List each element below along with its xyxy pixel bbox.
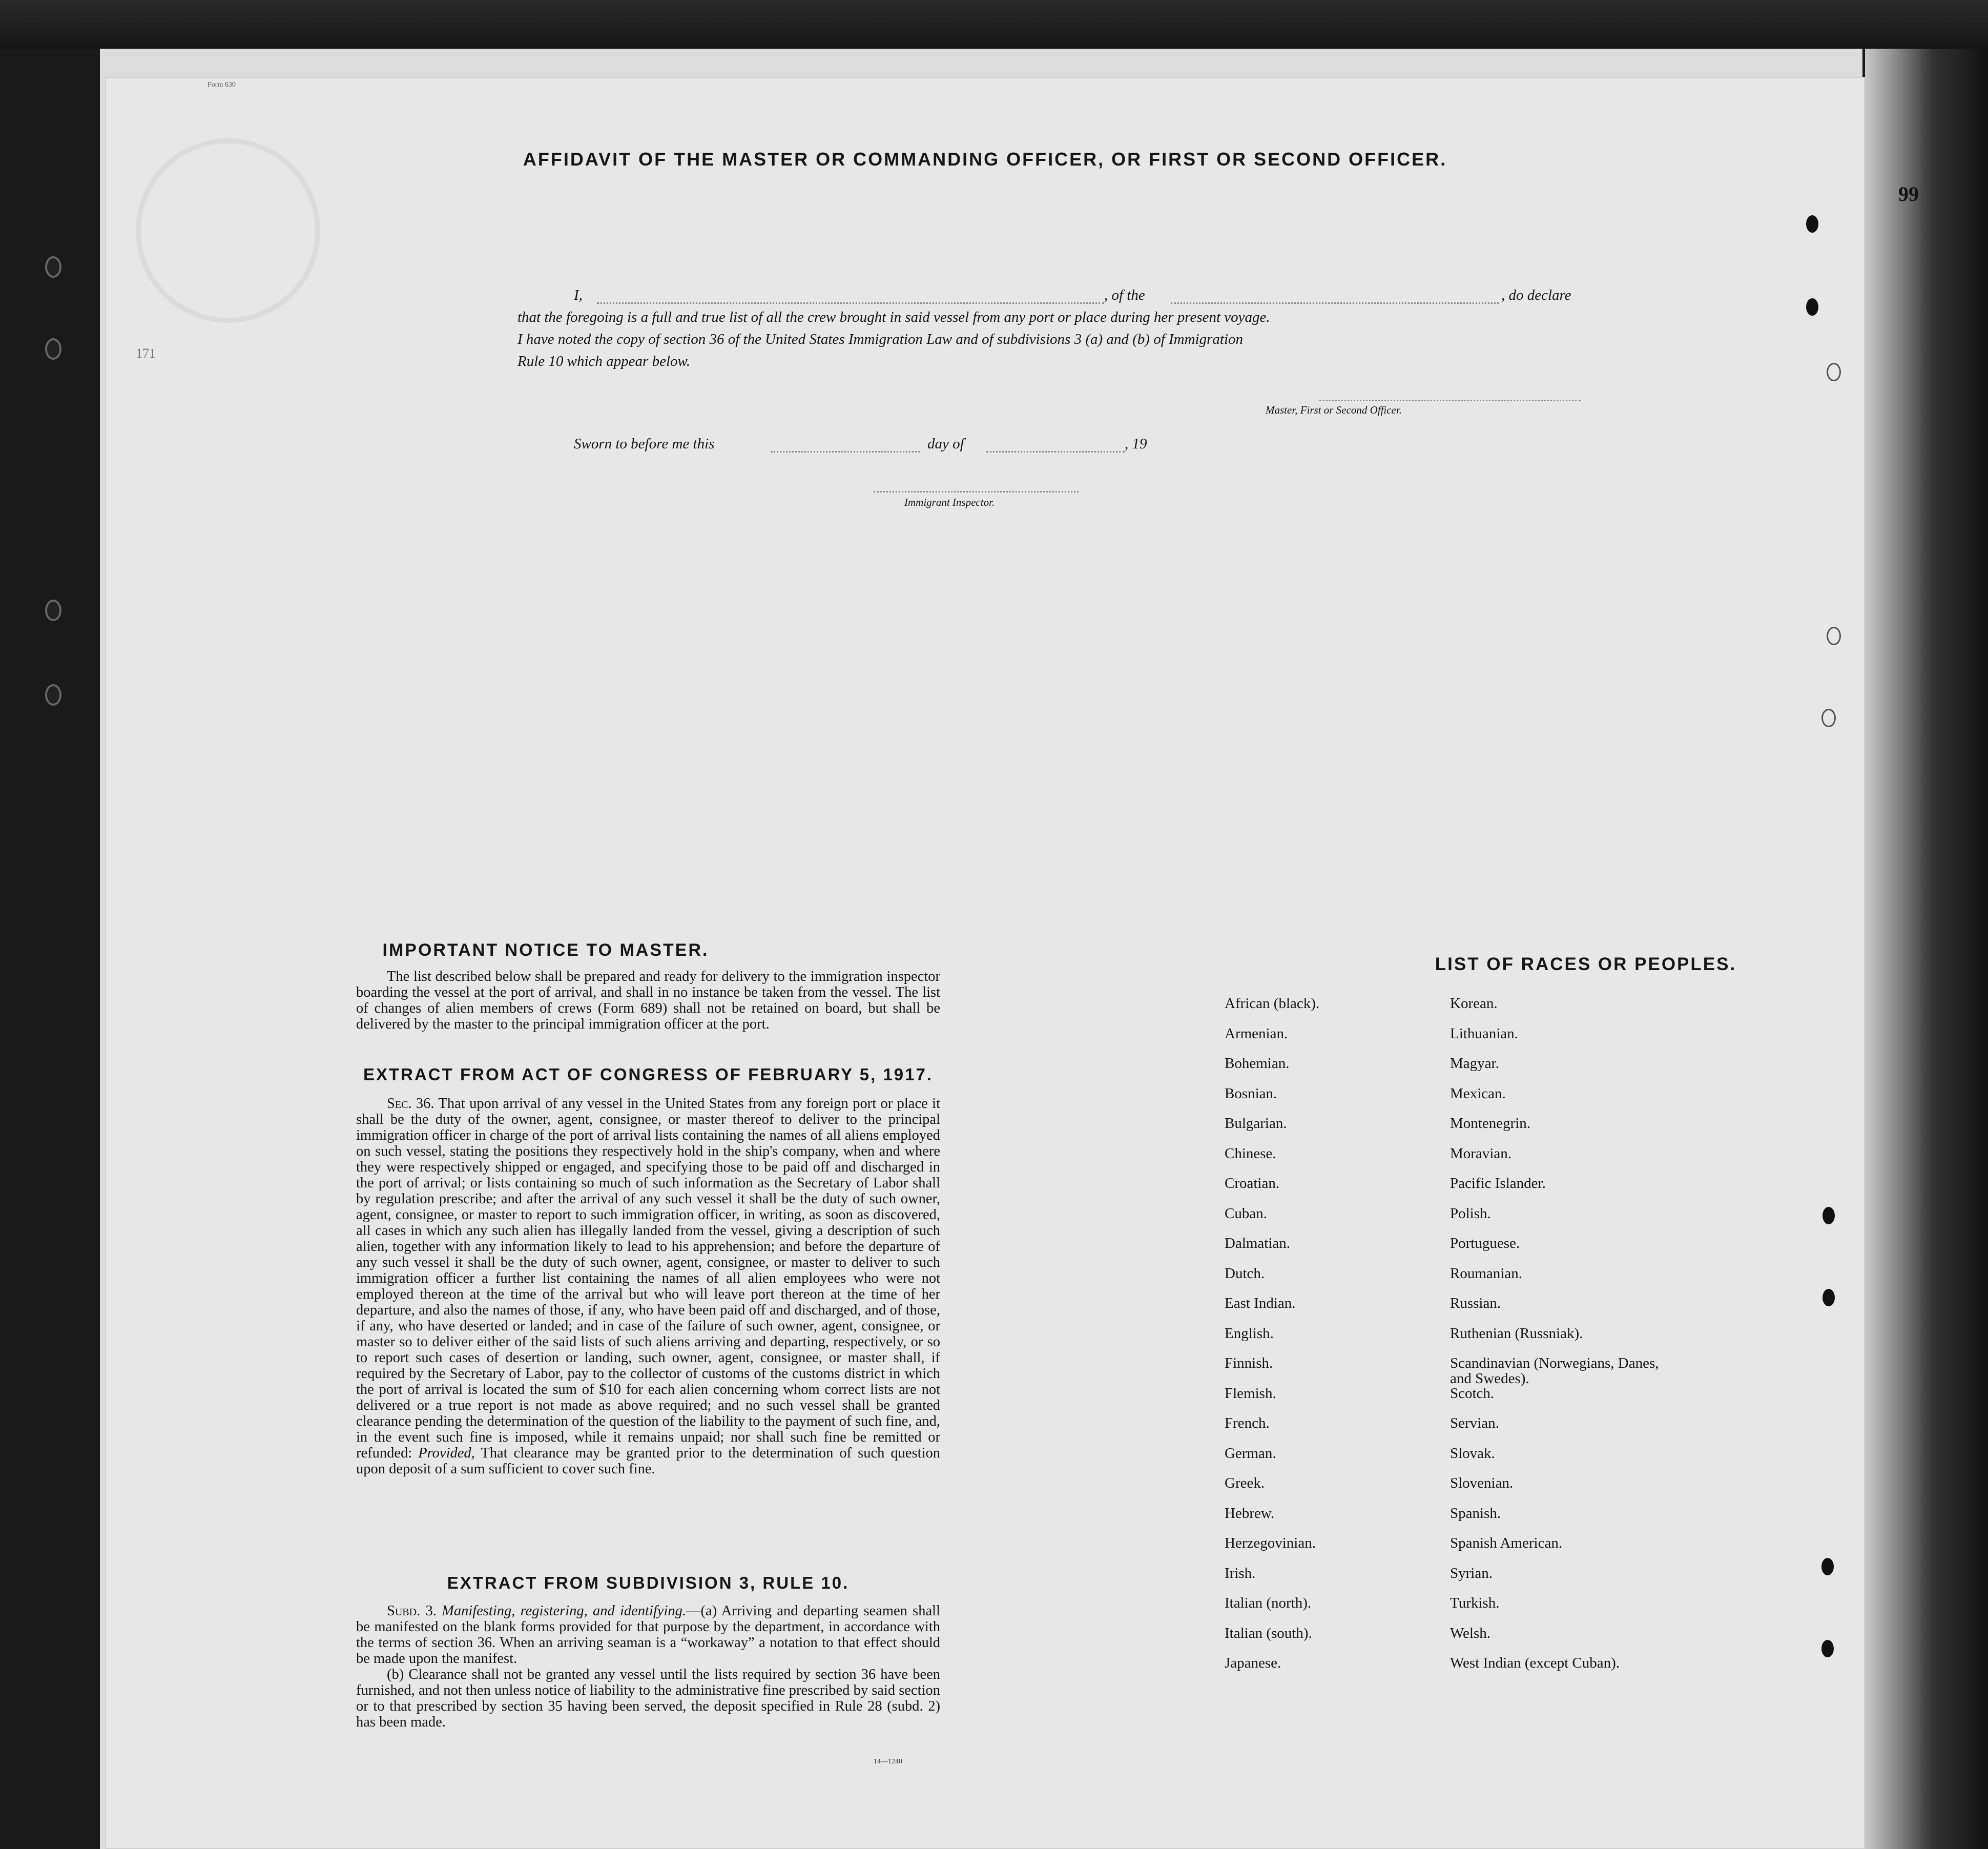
binder-ring	[45, 684, 61, 706]
affidavit-title: AFFIDAVIT OF THE MASTER OR COMMANDING OFFICER, OR FIRST OR SECOND OFFICER.	[523, 149, 1447, 170]
race-item: Spanish American.	[1450, 1535, 1563, 1551]
race-item: German.	[1225, 1445, 1276, 1462]
race-item: Greek.	[1225, 1475, 1265, 1491]
sworn-day-label: day of	[927, 436, 964, 452]
race-item: Pacific Islander.	[1450, 1175, 1546, 1191]
race-item: Polish.	[1450, 1205, 1491, 1222]
race-item: Syrian.	[1450, 1565, 1493, 1581]
subd-a-paragraph	[356, 1603, 940, 1667]
race-item: Magyar.	[1450, 1055, 1499, 1072]
race-item: Croatian.	[1225, 1175, 1280, 1191]
race-item: Irish.	[1225, 1565, 1256, 1581]
race-item: Montenegrin.	[1450, 1115, 1531, 1132]
affidavit-line3: I have noted the copy of section 36 of the United States Immigration Law and of subdivisions 3 (a) and (b) of Immigration	[517, 331, 1244, 347]
act-extract-text	[356, 1096, 940, 1477]
race-item: Bosnian.	[1225, 1085, 1277, 1102]
races-left-column	[1225, 996, 1319, 1686]
subd-label: Subd. 3.	[387, 1603, 437, 1619]
race-item: Dalmatian.	[1225, 1235, 1291, 1251]
race-item: Armenian.	[1225, 1025, 1288, 1042]
signature-label: Master, First or Second Officer.	[1266, 404, 1402, 416]
subd-b-paragraph: (b) Clearance shall not be granted any vessel until the lists required by section 36 have been furnished, and not then unless notice of liability to the administrative fine prescribed by said section or to that prescribed by section 35 having been served, the deposit specified in Rule 28 (subd. 2) has been made.	[356, 1667, 940, 1730]
sworn-day-blank[interactable]	[771, 451, 920, 453]
races-right-column	[1450, 996, 1670, 1686]
race-item: West Indian (except Cuban).	[1450, 1655, 1620, 1671]
race-item: Scandinavian (Norwegians, Danes, and Swedes).	[1450, 1355, 1659, 1387]
race-item: Flemish.	[1225, 1385, 1276, 1402]
affidavit-line2: that the foregoing is a full and true list of all the crew brought in said vessel from any port or place during her present voyage.	[517, 309, 1270, 325]
notice-title: IMPORTANT NOTICE TO MASTER.	[382, 940, 709, 960]
subd-a-body: —(a) Arriving and departing seamen shall be manifested on the blank forms provided for that purpose by the department, in accordance with the terms of section 36. When an arriving seaman is a “workaway” a notation to that effect should be made upon the manifest.	[356, 1603, 940, 1667]
form-number: Form 630	[208, 81, 236, 89]
race-item: Ruthenian (Russniak).	[1450, 1325, 1583, 1342]
race-item: African (black).	[1225, 995, 1320, 1012]
notice-paragraph: The list described below shall be prepared and ready for delivery to the immigration inspector boarding the vessel at the port of arrival, and shall in no instance be taken from the vessel. The list of changes of alien members of crews (Form 689) shall not be retained on board, but shall be delivered by the master to the principal immigration officer at the port.	[356, 969, 940, 1032]
sworn-month-blank[interactable]	[986, 451, 1125, 453]
race-item: Spanish.	[1450, 1505, 1501, 1522]
provided-word: Provided,	[418, 1445, 475, 1461]
race-item: Finnish.	[1225, 1355, 1273, 1371]
section-36-end: That clearance may be granted prior to the determination of such question upon deposit of a sum sufficient to cover such fine.	[356, 1445, 940, 1477]
race-item: Bulgarian.	[1225, 1115, 1287, 1132]
race-item: Mexican.	[1450, 1085, 1506, 1102]
binding-hole	[1827, 627, 1841, 645]
binder-ring	[45, 338, 61, 360]
binding-hole	[1823, 1207, 1835, 1224]
notice-text	[356, 969, 940, 1032]
race-item: Roumanian.	[1450, 1265, 1522, 1282]
subd-heading: Manifesting, registering, and identifying.	[442, 1603, 686, 1619]
rule-extract-text	[356, 1603, 940, 1730]
race-item: Bohemian.	[1225, 1055, 1290, 1072]
race-item: Cuban.	[1225, 1205, 1267, 1222]
affidavit-line1-middle: , of the	[1104, 287, 1145, 303]
inspector-label: Immigrant Inspector.	[904, 496, 995, 508]
margin-number-right: 99	[1898, 182, 1919, 206]
race-item: Scotch.	[1450, 1385, 1495, 1402]
binding-hole	[1823, 1289, 1835, 1306]
scan-top-edge	[0, 0, 1988, 49]
race-item: Portuguese.	[1450, 1235, 1520, 1251]
affidavit-line1-start: I,	[574, 287, 583, 303]
print-code: 14—1240	[874, 1758, 902, 1765]
affidavit-line4: Rule 10 which appear below.	[517, 353, 690, 369]
section-36-body: That upon arrival of any vessel in the United States from any foreign port or place it shall be the duty of the owner, agent, consignee, or master thereof to deliver to the principal immigration officer in charge of the port of arrival lists containing the names of all aliens employed on such vessel, stating the positions they respectively hold in the ship's company, when and where they were respectively shipped or engaged, and specifying those to be paid off and discharged in the port of arrival; or lists containing so much of such information as the Secretary of Labor shall by regulation prescribe; and after the arrival of any such vessel it shall be the duty of such owner, agent, consignee, or master to report to such immigration officer, in writing, as soon as discovered, all cases in which any such alien has illegally landed from the vessel, giving a description of such alien, together with any information likely to lead to his apprehension; and before the departure of any such vessel it shall be the duty of such owner, agent, consignee, or master to deliver to such immigration officer a further list containing the names of all alien employees who were not employed thereon at the time of the arrival but who will leave port thereon at the time of her departure, and also the names of those, if any, who have been paid off and discharged, and of those, if any, who have deserted or landed; and in case of the failure of such owner, agent, consignee, or master so to deliver either of the said lists of such aliens arriving and departing, respectively, or so to report such cases of desertion or landing, such owner, agent, consignee, or master shall, if required by the Secretary of Labor, pay to the collector of customs of the customs district in which the port of arrival is located the sum of $10 for each alien concerning whom correct lists are not delivered or a true report is not made as above required; and no such vessel shall be granted clearance pending the determination of the question of the liability to the payment of such fine, and, in the event such fine is imposed, while it remains unpaid; nor shall such fine be remitted or refunded:	[356, 1096, 940, 1461]
race-item: French.	[1225, 1415, 1270, 1431]
race-item: Russian.	[1450, 1295, 1501, 1311]
affidavit-line1-end: , do declare	[1501, 287, 1571, 303]
race-item: Slovak.	[1450, 1445, 1495, 1462]
inspector-signature-blank[interactable]	[874, 491, 1079, 492]
race-item: Servian.	[1450, 1415, 1499, 1431]
signature-blank-field[interactable]	[1319, 400, 1581, 401]
section-label: Sec. 36.	[387, 1096, 434, 1112]
document-page	[105, 77, 1865, 1849]
binder-ring	[45, 600, 61, 621]
race-item: Lithuanian.	[1450, 1025, 1518, 1042]
binding-hole	[1806, 298, 1818, 316]
race-item: Italian (south).	[1225, 1625, 1312, 1641]
race-item: Japanese.	[1225, 1655, 1281, 1671]
race-item: Herzegovinian.	[1225, 1535, 1316, 1551]
race-item: Turkish.	[1450, 1595, 1500, 1611]
sworn-prefix: Sworn to before me this	[574, 436, 715, 452]
race-item: Slovenian.	[1450, 1475, 1514, 1491]
race-item: Italian (north).	[1225, 1595, 1312, 1611]
vessel-blank-field[interactable]	[1171, 302, 1499, 304]
binder-ring	[45, 256, 61, 278]
race-item: Hebrew.	[1225, 1505, 1275, 1522]
sworn-year-label: , 19	[1125, 436, 1147, 452]
scan-right-edge	[1865, 49, 1988, 1849]
race-item: Korean.	[1450, 995, 1498, 1012]
binding-hole	[1806, 215, 1818, 233]
race-item: Dutch.	[1225, 1265, 1265, 1282]
race-item: Moravian.	[1450, 1145, 1511, 1162]
binding-hole	[1821, 1640, 1834, 1657]
race-item: Welsh.	[1450, 1625, 1491, 1641]
rule-extract-title: EXTRACT FROM SUBDIVISION 3, RULE 10.	[447, 1573, 850, 1592]
race-item: Chinese.	[1225, 1145, 1276, 1162]
binding-hole	[1827, 363, 1841, 381]
binding-hole	[1821, 1558, 1834, 1575]
race-item: East Indian.	[1225, 1295, 1296, 1311]
binding-hole	[1821, 709, 1836, 727]
section-36-paragraph	[356, 1096, 940, 1477]
margin-note-left: 171	[136, 346, 156, 361]
races-title: LIST OF RACES OR PEOPLES.	[1435, 954, 1737, 974]
race-item: English.	[1225, 1325, 1274, 1342]
act-extract-title: EXTRACT FROM ACT OF CONGRESS OF FEBRUARY 5, 1917.	[363, 1065, 934, 1084]
name-blank-field[interactable]	[597, 302, 1104, 304]
